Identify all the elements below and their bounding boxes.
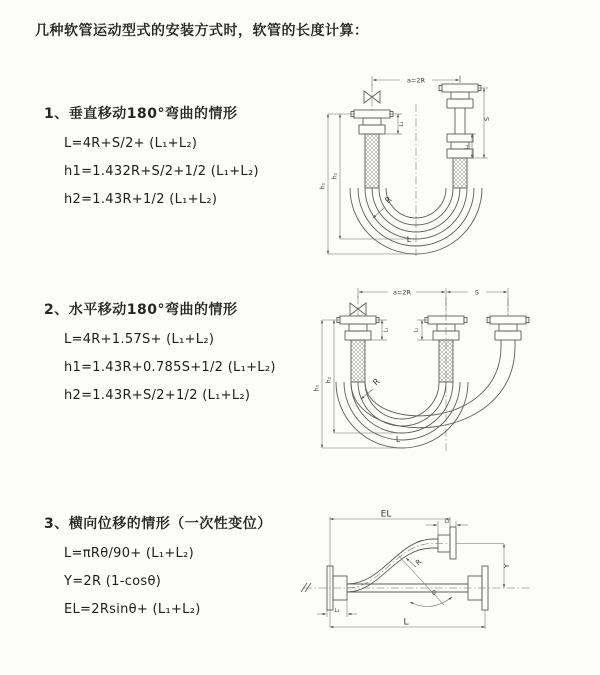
- right-fitting: [439, 84, 481, 188]
- l-dimension: [330, 610, 485, 629]
- page-title: 几种软管运动型式的安装方式时，软管的长度计算：: [35, 23, 369, 39]
- break-mark: [301, 583, 311, 592]
- s-l2-dimensions: [464, 88, 491, 158]
- dim-label-l2: L₂: [444, 518, 450, 525]
- section-2-formula-L: L=4R+1.57S+ (L₁+L₂): [64, 332, 215, 347]
- l1-dimension: [386, 114, 405, 134]
- diagram-vertical-180-bend: [314, 70, 556, 258]
- span-dimension: [372, 76, 460, 86]
- fitting-dimensions: [371, 320, 433, 340]
- section-3-formula-Y: Y=2R (1-cosθ): [64, 574, 162, 589]
- dim-label-span: a=2R: [392, 288, 412, 297]
- section-1-formula-h1: h1=1.432R+S/2+1/2 (L₁+L₂): [64, 164, 259, 179]
- l2-dimension: [426, 519, 468, 536]
- angle-annotation: [398, 555, 452, 606]
- upper-flange: [438, 527, 456, 559]
- dim-label-theta: θ: [432, 590, 436, 597]
- dim-label-s-top: S: [474, 288, 480, 297]
- diagram-lateral-displacement: [298, 505, 590, 653]
- dim-label-l2: L₂: [464, 144, 470, 150]
- dim-label-l: L: [406, 235, 412, 244]
- dim-label-r: R: [371, 376, 382, 388]
- section-3-formula-L: L=πRθ/90+ (L₁+L₂): [64, 546, 194, 561]
- section-2-formula-h1: h1=1.43R+0.785S+1/2 (L₁+L₂): [64, 360, 276, 375]
- section-3-heading: 3、横向位移的情形（一次性变位）: [44, 516, 272, 532]
- section-1-formula-L: L=4R+S/2+ (L₁+L₂): [64, 136, 198, 151]
- dim-label-y: Y: [503, 563, 511, 569]
- dim-label-h1: h₁: [319, 182, 327, 190]
- section-2-formula-h2: h2=1.43R+S/2+1/2 (L₁+L₂): [64, 388, 251, 403]
- dim-label-el: EL: [380, 509, 392, 520]
- dim-label-span: a=2R: [406, 76, 426, 85]
- dim-label-h1: h₁: [313, 384, 321, 392]
- section-2-heading: 2、水平移动180°弯曲的情形: [44, 302, 238, 318]
- left-fitting: [351, 110, 393, 188]
- radius-annotation: [406, 558, 423, 567]
- dim-label-l2: L₂: [413, 327, 420, 333]
- dim-label-h2: h₂: [331, 172, 339, 180]
- right-fitting: [487, 316, 529, 346]
- top-dimensions: [358, 288, 508, 312]
- dim-label-l1: L₁: [399, 121, 405, 127]
- dim-label-s: S: [483, 116, 491, 122]
- middle-fitting: [425, 316, 467, 382]
- dim-label-l1: L₁: [334, 608, 340, 614]
- section-1-heading: 1、垂直移动180°弯曲的情形: [44, 106, 238, 122]
- section-1-formula-h2: h2=1.43R+1/2 (L₁+L₂): [64, 192, 218, 207]
- diagram-horizontal-180-bend: [312, 282, 594, 454]
- dim-label-l: L: [403, 617, 409, 628]
- dim-label-r: R: [414, 557, 424, 568]
- y-dimension: [456, 544, 511, 588]
- left-fitting: [337, 316, 379, 382]
- dim-label-h2: h₂: [325, 376, 333, 384]
- dim-label-r: R: [383, 194, 394, 206]
- dim-label-l1: L₁: [383, 327, 390, 333]
- l1-dimension: [317, 600, 357, 617]
- section-3-formula-EL: EL=2Rsinθ+ (L₁+L₂): [64, 602, 201, 617]
- dim-label-l: L: [395, 435, 401, 444]
